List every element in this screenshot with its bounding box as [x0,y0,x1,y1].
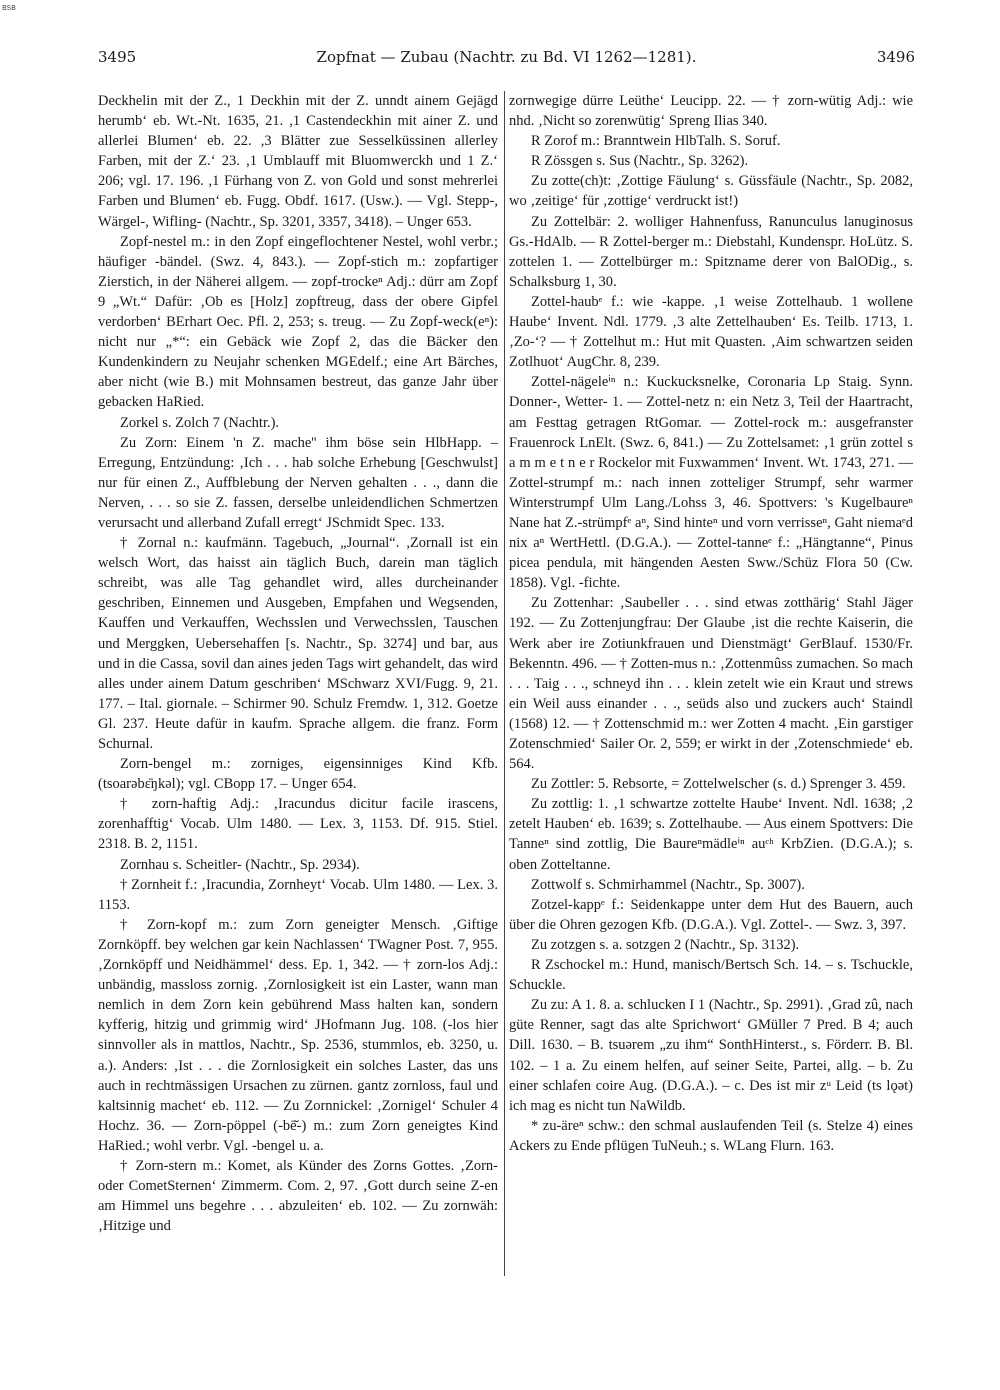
entry-paragraph: Deckhelin mit der Z., 1 Deckhin mit der Z. unndt ainem Gejägd herumb‘ eb. Wt.-Nt. 1635, 21. ,1 Castendeckhin mit ainer Z. und allerlei Blumen‘ eb. 22. ,3 Blätter zue Sesselküssinen allerley Farben, mit der Z.‘ 23. ,1 Umblauff mit Bluomwerckh und 1 Z.‘ 206; vgl. 17. 196. ,1 Fürhang von Z. von Gold und sonst mehrerlei Farben und Blumen‘ eb. Fugg. Obdf. 1617. (Usw.). — Vgl. Stepp-, Wärgel-, Wifling- (Nachtr., Sp. 3201, 3357, 3418). – Unger 653. [98,93,498,230]
entry-paragraph: Zotzel-kappᵉ f.: Seidenkappe unter dem Hut des Bauern, auch über die Ohren gezogen Kfb. (D.G.A.). Vgl. Zottel-. — Swz. 3, 397. [509,896,913,933]
entry-paragraph: Zorkel s. Zolch 7 (Nachtr.). [120,414,280,431]
entry-paragraph: R Zössgen s. Sus (Nachtr., Sp. 3262). [531,153,749,170]
entry-paragraph: † Zornheit f.: ‚Iracundia, Zornheyt‘ Vocab. Ulm 1480. — Lex. 3. 1153. [98,876,498,913]
library-stamp: BSB [2,4,16,12]
entry-paragraph: * zu-äreⁿ schw.: den schmal auslaufenden Teil (s. Stelze 4) eines Ackers zu Ende pflügen TuNeuh.; s. WLang Flurn. 163. [509,1117,913,1154]
entry-paragraph: † Zorn-stern m.: Komet, als Künder des Zorns Gottes. ‚Zorn- oder CometSternen‘ Zimmerm. Com. 2, 97. ‚Gott durch seine Z-en am Himmel uns begehre . . . abzuleiten‘ eb. 102. — Zu zornwäh: ‚Hitzige und [98,1157,498,1235]
page-header [98,48,915,72]
entry-paragraph: R Zschockel m.: Hund, manisch/Bertsch Sch. 14. – s. Tschuckle, Schuckle. [509,957,913,994]
column-number-left: 3495 [98,48,137,66]
entry-paragraph: † Zornal n.: kaufmänn. Tagebuch, „Journal“. ,Zornall ist ein welsch Wort, das haisst ain täglich Buch, darein man täglich schreibt, was alle Tag gehandlet wird, alles durcheinander geschriben, Einnemen und Ausgeben, Empfahen und Wegsenden, Kauffen und Verkauffen, Wechsslen und Verwechsslen, Tauschen und Merggken, Uebersehaffen [s. Nachtr., Sp. 3274] und bar, aus und in die Cassa, sovil dan aines jeden Tags wirt gehandelt, das wird alles under ainem Datum geschriben‘ MSchwarz XVI/Fugg. 9, 21. 177. – Ital. giornale. – Schirmer 90. Schulz Fremdw. 1, 312. Goetze Gl. 237. Heute dafür in kaufm. Sprache allgem. die franz. Form Schurnal. [98,535,498,752]
entry-paragraph: Zu Zorn: Einem 'n Z. mache'' ihm böse sein HlbHapp. – Erregung, Entzündung: ‚Ich . . . hab solche Erhebung [Geschwulst] nur für einen Z., Auffblebung der Nerven gehalten . . ., dann die Nerven, . . . so sie Z. fassen, derselbe unleidendlichen Schmertzen verursacht und allerband Zufall erregt‘ JSchmidt Spec. 133. [98,434,498,531]
entry-paragraph: Zu Zottler: 5. Rebsorte, = Zottelwelscher (s. d.) Sprenger 3. 459. [531,776,906,793]
entry-paragraph: Zu zu: A 1. 8. a. schlucken I 1 (Nachtr., Sp. 2991). ‚Grad zû, nach güte Renner, sagt das alte Sprichwort‘ GMüller 7 Pred. B 4; auch Dill. 1630. – B. tsuərem „zu ihm“ SonthHinterst., s. Förderr. B. Bl. 102. – 1 a. Zu einem helfen, auf seiner Seite, Partei, allg. – b. Zu einer schlafen coire Aug. (D.G.A.). – c. Des ist mir zᵘ Leid (ts lǫət) ich mag es nicht tun NaWildb. [509,997,913,1114]
entry-paragraph: Zorn-bengel m.: zorniges, eigensinniges Kind Kfb. (tsoarəbɛ̄ŋkəl); vgl. CBopp 17. – Unger 654. [98,756,498,793]
entry-paragraph: Zottel-haubᵉ f.: wie -kappe. ‚1 weise Zottelhaub. 1 wollene Haube‘ Invent. Ndl. 1779. ‚3 alte Zettelhauben‘ Es. Teilb. 1713, 1. ‚Zo-‘? — † Zottelhut m.: Hut mit Quasten. ‚Aim schwartzen seiden Zotlhuot‘ AugChr. 8, 239. [509,293,913,371]
entry-paragraph: Zu zotzgen s. a. sotzgen 2 (Nachtr., Sp. 3132). [531,936,800,953]
entry-paragraph: R Zorof m.: Branntwein HlbTalh. S. Soruf. [531,133,781,150]
right-column [509,91,913,1156]
entry-paragraph: Zopf-nestel m.: in den Zopf eingeflochtener Nestel, wohl verbr.; häufiger -bändel. (Swz. 4, 843.). — Zopf-stich m.: zopfartiger Zierstich, in der Näherei allgem. — zopf-trockeⁿ Adj.: dürr am Zopf 9 „Wt.“ Dafür: ‚Ob es [Holz] zopftreug, dass der obere Gipfel verdorben‘ BErhart Oec. Pfl. 2, 253; s. treug. — Zu Zopf-weck(eⁿ): nicht nur „*“: ein Gebäck wie Zopf 2, das die Bäcker den Kundenkindern zu Neujahr schenken MGEdelf.; eine Art Bärches, aber nicht (wie B.) mit Mohnsamen bestreut, das ganze Jahr über gebacken HaRied. [98,233,498,411]
entry-paragraph: Zornhau s. Scheitler- (Nachtr., Sp. 2934). [120,856,360,873]
entry-paragraph: † Zorn-kopf m.: zum Zorn geneigter Mensch. ‚Giftige Zornköpff. bey welchen gar kein Nachlassen‘ TWagner Post. 7, 955. ‚Zornköpff und Neidhämmel‘ dess. Ep. 1, 342. — † zorn-los Adj.: unbändig, massloss zornig. ‚Zornlosigkeit ist ein Laster, wann man nemlich in dem Zorn kein gebührend Mass halten kan, sondern kyfferig, hitzig und grimmig wird‘ JHofmann Jug. 108. (-los hier sinnvoller als in mattlos, Nachtr., Sp. 2536, stummlos, eb. 3250, u. a.). Anders: ‚Ist . . . die Zornlosigkeit ein solches Laster, das uns auch in rechtmässigen Ursachen zu zürnen. gantz zornloss, faul und kaltsinnig machet‘ eb. 112. — Zu Zornnickel: ‚Zornigel‘ Schuler 4 Hochz. 36. — Zorn-pöppel (-bē̆-) m.: zum Zorn geneigtes Kind HaRied.; wohl verbr. Vgl. -bengel u. a. [98,916,498,1154]
entry-paragraph: zornwegige dürre Leüthe‘ Leucipp. 22. — † zorn-wütig Adj.: wie nhd. ‚Nicht so zorenwütig‘ Spreng Ilias 340. [509,93,913,130]
entry-paragraph: Zu Zottelbär: 2. wolliger Hahnenfuss, Ranunculus lanuginosus Gs.-HdAlb. — R Zottel-berger m.: Diebstahl, Kundenspr. HoLütz. S. zottelen 1. — Zottelbürger m.: Spitzname derer von BalODig., s. Schalksburg 1, 30. [509,213,913,290]
entry-paragraph: Zottel-nägeleⁱⁿ n.: Kuckucksnelke, Coronaria Lp Staig. Synn. Donner-, Wetter- 1. — Zottel-netz n: ein Netz 3, Teil der Haartracht, am Festtag getragen RtGomar. — Zottel-rock m.: ausgefranster Frauenrock LnElt. (Swz. 6, 841.) — Zu Zottelsamet: ‚1 grün zottel s a m m e t n e r Rockelor mit Fuxwammen‘ Invent. Wt. 1743, 271. — Zottel-strumpf m.: nach innen zotteliger Strumpf, sehr warmer Winterstrumpf Ulm Lang./Lohss 3, 46. Spottvers: 's Kugelbaureⁿ Nane hat Z.-strümpfᵉ aⁿ, Sind hinteⁿ und vorn verrisseⁿ, Gaht niemaᵉd nix aⁿ WertHettl. (D.G.A.). — Zottel-tanneᵉ f.: „Hängtanne“, Pinus picea pendula, mit hängenden Aesten Sww./Schüz Flora 50 (Cw. 1858). Vgl. -fichte. [509,374,913,592]
entry-paragraph: Zottwolf s. Schmirhammel (Nachtr., Sp. 3007). [531,876,805,893]
running-title: Zopfnat — Zubau (Nachtr. zu Bd. VI 1262—1281). [316,48,697,66]
entry-paragraph: Zu Zottenhar: ‚Saubeller . . . sind etwas zotthärig‘ Stahl Jäger 192. — Zu Zottenjungfrau: Der Glaube ‚ist die rechte Kaiserin, die Werk aber ire Zotiunkfrauen und Dienstmägt‘ GerBlauf. 1530/Fr. Bekenntn. 496. — † Zotten-mus n.: ‚Zottenmûss zumachen. So mach . . . Taig . . ., schneyd ihn . . . klein zetelt wie ein Kraut und strews ein Weil auss einander . . ., seüds also und zuckers auch‘ Staindl (1568) 12. — † Zottenschmid m.: wer Zotten 4 macht. ‚Ein garstiger Zotenschmied‘ Sailer Or. 2, 559; er wirkt in der ‚Zotenschmiede‘ eb. 564. [509,595,913,773]
entry-paragraph: Zu zotte(ch)t: ‚Zottige Fäulung‘ s. Güssfäule (Nachtr., Sp. 2082, wo ‚zeitige‘ für ‚zottige‘ verdruckt ist!) [509,173,913,210]
column-number-right: 3496 [876,48,915,66]
entry-paragraph: Zu zottlig: 1. ‚1 schwartze zottelte Haube‘ Invent. Ndl. 1638; ‚2 zetelt Hauben‘ eb. 1639; s. Zottelhaube. — Aus einem Spottvers: Die Tanneⁿ sind zottlig, Die Baureⁿmädleⁱⁿ auᶜʰ KrbZien. (D.G.A.); s. oben Zotteltanne. [509,796,913,873]
column-divider [504,91,505,1276]
left-column [98,91,498,1236]
entry-paragraph: † zorn-haftig Adj.: ‚Iracundus dicitur facile irascens, zorenhafftig‘ Vocab. Ulm 1480. — Lex. 3, 1153. Df. 915. Stiel. 2318. B. 2, 1151. [98,796,498,853]
